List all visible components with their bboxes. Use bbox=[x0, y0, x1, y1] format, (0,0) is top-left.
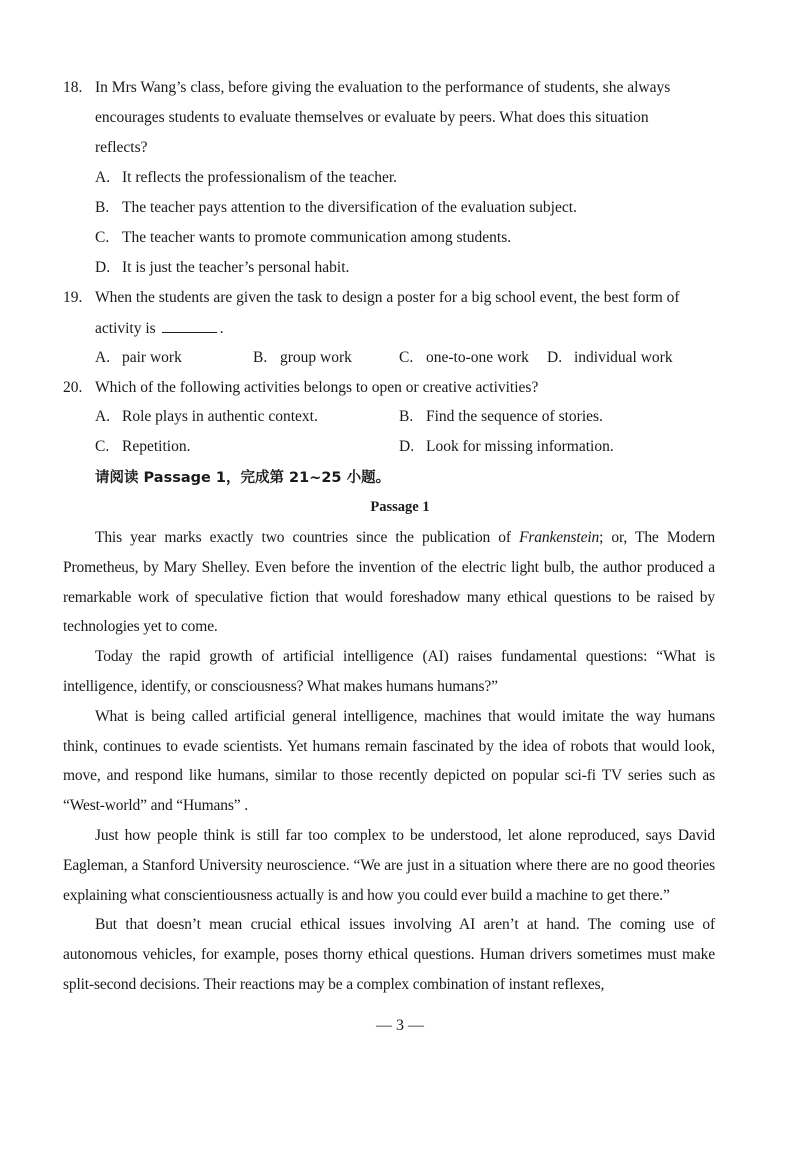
passage-paragraph-3: What is being called artificial general intelligence, machines that would imitate the way humans think, continues to evade scientists. Yet humans remain fascinated by the idea of robots that would look, move, and respond like humans, similar to those recently depicted on popular sci-fi TV series such as “West-world” and “Humans” . bbox=[63, 707, 715, 815]
option-text: group work bbox=[280, 349, 352, 366]
question-text-line: encourages students to evaluate themselves or evaluate by peers. What does this situation bbox=[95, 109, 649, 126]
option-label: B. bbox=[253, 349, 268, 366]
option-label: C. bbox=[399, 349, 414, 366]
question-number: 19. bbox=[63, 289, 83, 306]
option-text: Look for missing information. bbox=[426, 438, 614, 455]
option-label: C. bbox=[95, 229, 110, 246]
reading-instruction: 请阅读 Passage 1，完成第 21~25 小题。 bbox=[95, 470, 391, 486]
paragraph-text: This year marks exactly two countries since the publication of bbox=[95, 529, 520, 546]
option-text: It reflects the professionalism of the teacher. bbox=[122, 169, 398, 186]
option-text: Role plays in authentic context. bbox=[122, 408, 318, 425]
option-label: B. bbox=[95, 199, 110, 216]
option-text: Repetition. bbox=[122, 438, 191, 455]
passage-paragraph-1 bbox=[63, 523, 715, 642]
option-label: A. bbox=[95, 169, 111, 186]
option-text: It is just the teacher’s personal habit. bbox=[122, 259, 350, 276]
option-label: D. bbox=[399, 438, 415, 455]
book-title: Frankenstein bbox=[519, 529, 600, 546]
option-label: C. bbox=[95, 438, 110, 455]
question-number: 20. bbox=[63, 379, 83, 396]
passage-paragraph-4: Just how people think is still far too complex to be understood, let alone reproduced, says David Eagleman, a Stanford University neuroscience. “We are just in a situation where there are no good theories explaining what conscientiousness actually is and how you could ever build a machine to get there.” bbox=[63, 826, 715, 904]
option-label: B. bbox=[399, 408, 414, 425]
passage-title: Passage 1 bbox=[370, 499, 430, 515]
option-text: individual work bbox=[574, 349, 673, 366]
question-text: . bbox=[219, 320, 224, 337]
question-number: 18. bbox=[63, 79, 83, 96]
option-label: A. bbox=[95, 349, 111, 366]
option-label: D. bbox=[547, 349, 563, 366]
option-label: D. bbox=[95, 259, 111, 276]
option-text: Find the sequence of stories. bbox=[426, 408, 603, 425]
question-text-line: reflects? bbox=[95, 139, 148, 156]
paragraph-text: ; or, The Modern Prometheus, by Mary Shelley. Even before the invention of the electric light bulb, the author produced a remarkable work of speculative fiction that would foreshadow many ethical questions to be raised by technologies yet to come. bbox=[63, 529, 715, 636]
question-text-line: When the students are given the task to design a poster for a big school event, the best form of bbox=[95, 289, 680, 306]
option-text: The teacher wants to promote communication among students. bbox=[122, 229, 512, 246]
option-text: pair work bbox=[122, 349, 182, 366]
question-text-line: In Mrs Wang’s class, before giving the evaluation to the performance of students, she always bbox=[95, 79, 671, 96]
passage-paragraph-2: Today the rapid growth of artificial intelligence (AI) raises fundamental questions: “What is intelligence, identify, or consciousness? What makes humans humans?” bbox=[63, 648, 715, 695]
question-text-line: Which of the following activities belongs to open or creative activities? bbox=[95, 379, 539, 396]
option-label: A. bbox=[95, 408, 111, 425]
passage-paragraph-5: But that doesn’t mean crucial ethical issues involving AI aren’t at hand. The coming use of autonomous vehicles, for example, poses thorny ethical questions. Human drivers sometimes must make split-second decisions. Their reactions may be a complex combination of instant reflexes, bbox=[63, 916, 715, 993]
page-number: — 3 — bbox=[376, 1016, 424, 1034]
option-text: The teacher pays attention to the diversification of the evaluation subject. bbox=[122, 199, 577, 216]
option-text: one-to-one work bbox=[426, 349, 529, 366]
question-text: activity is bbox=[95, 320, 156, 337]
